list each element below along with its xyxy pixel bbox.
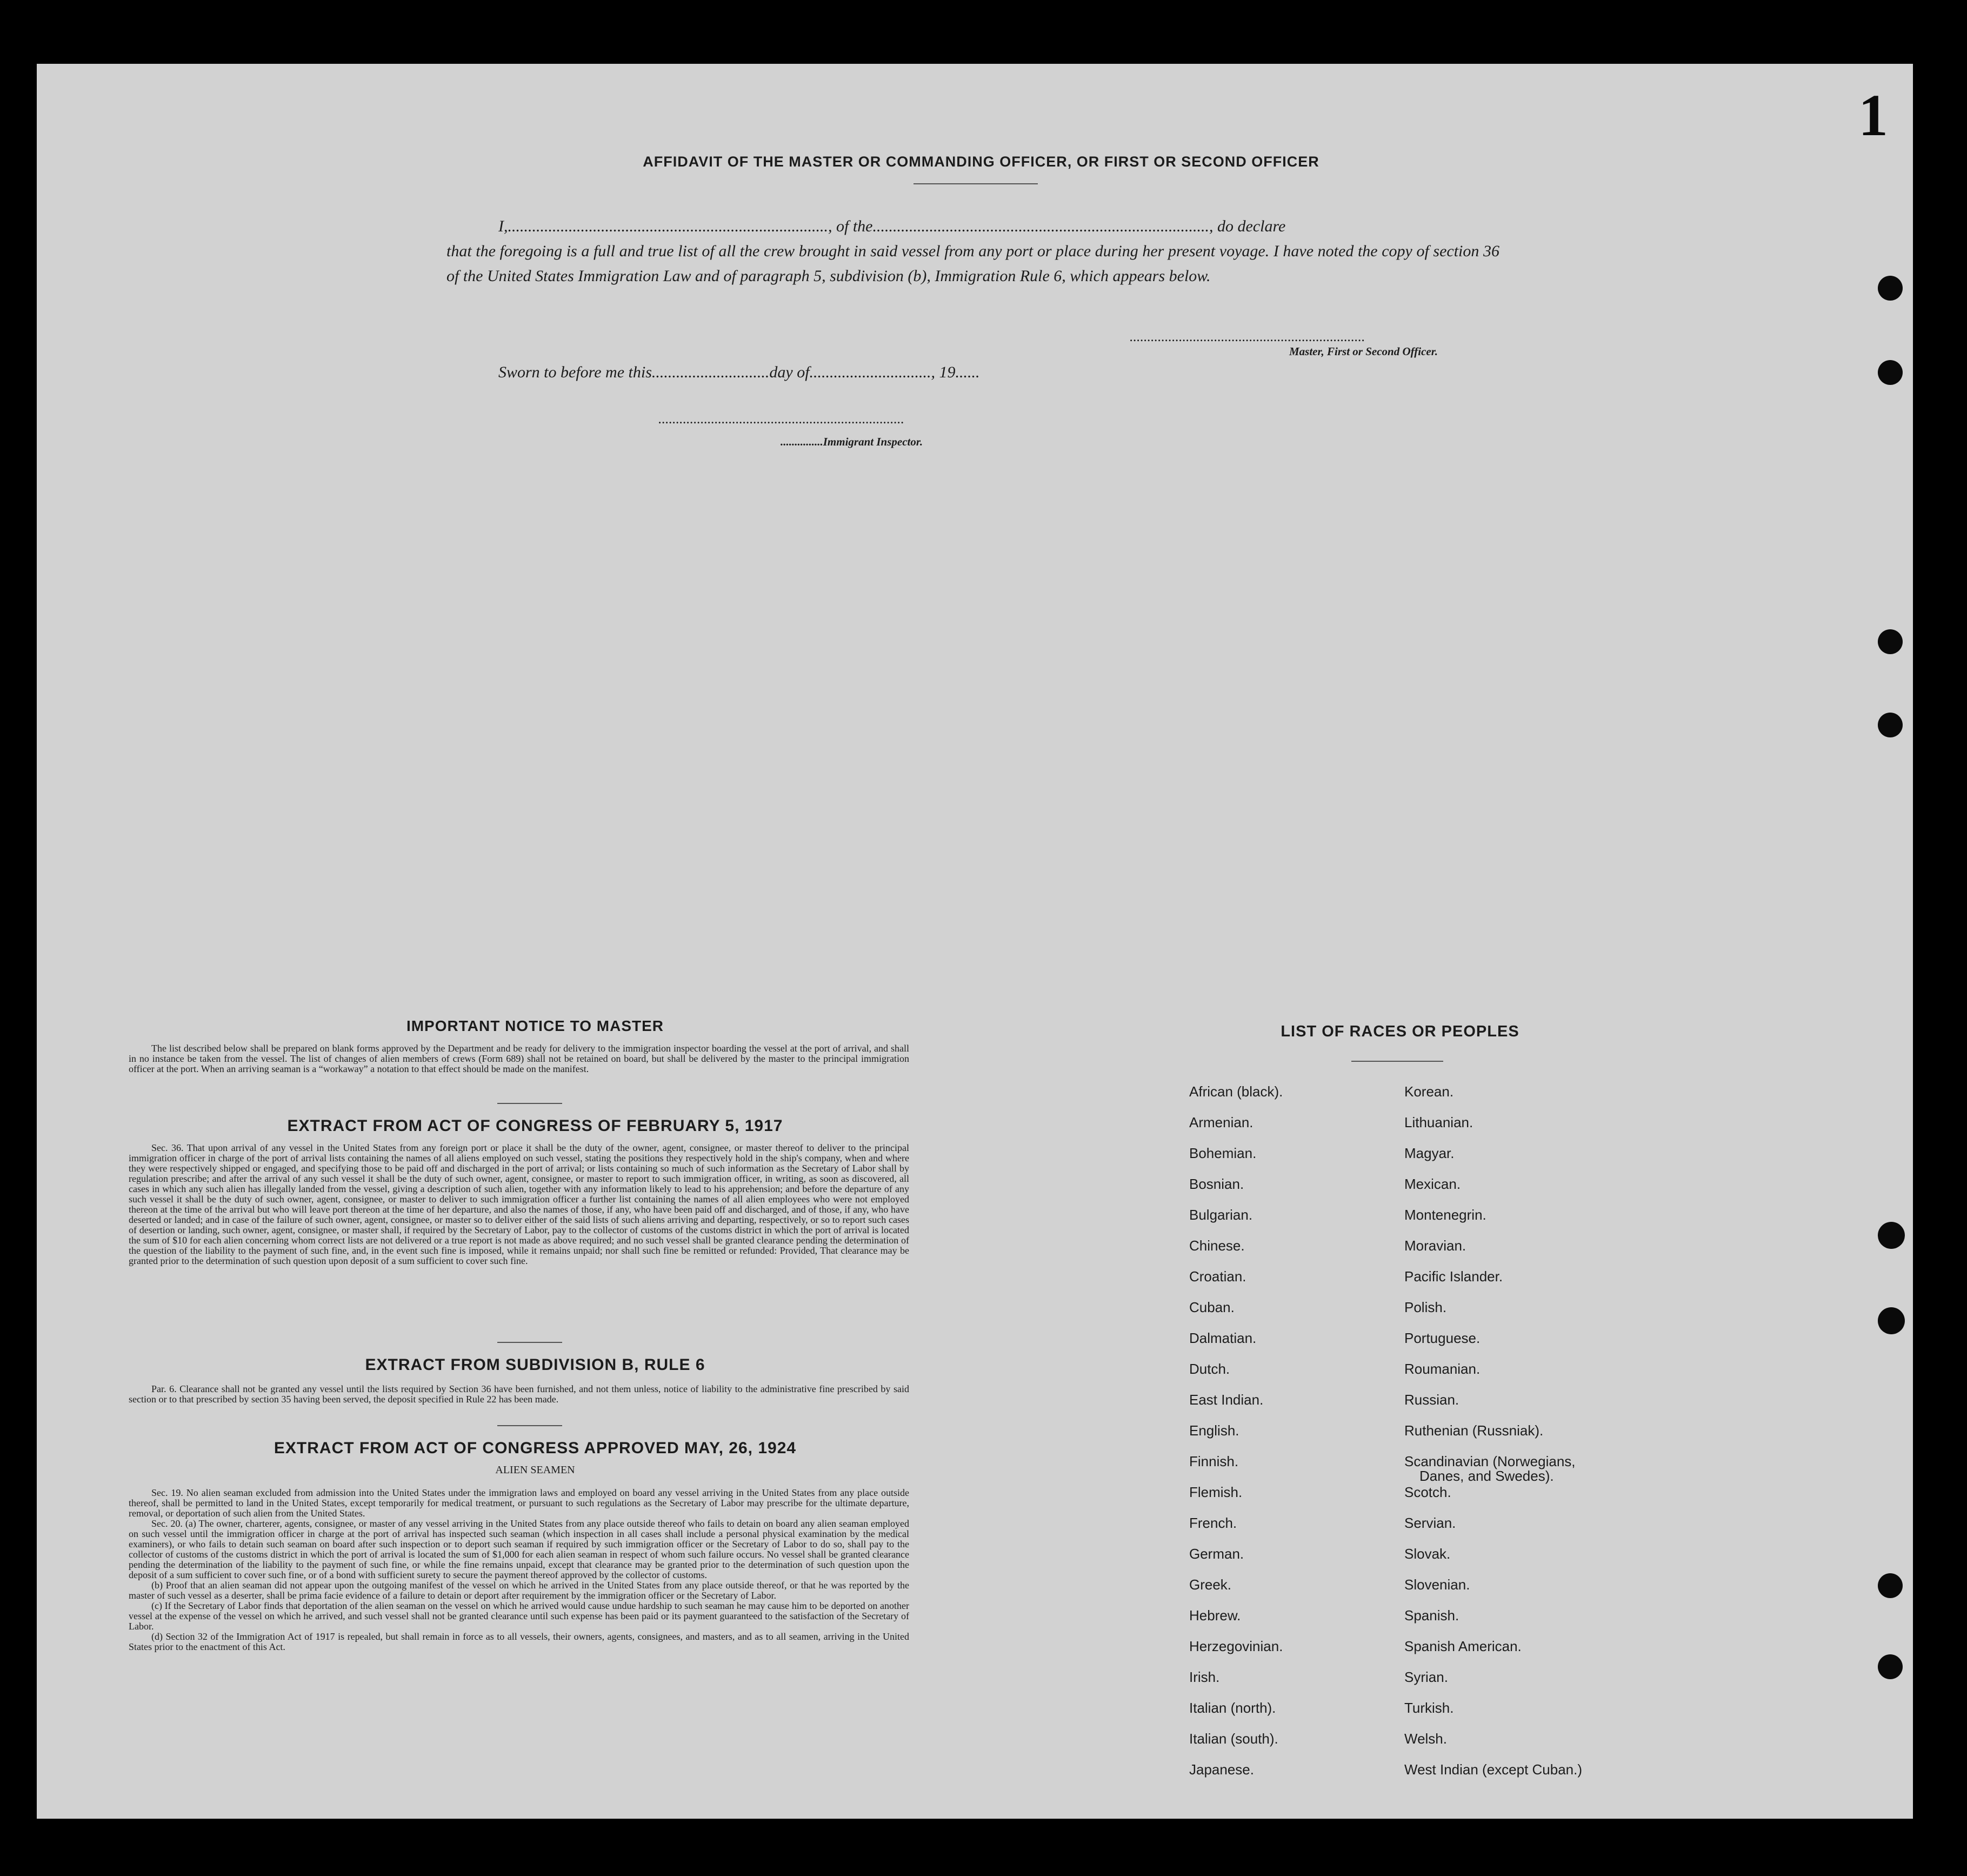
race-item: Scotch. [1404, 1484, 1451, 1500]
race-item: Scandinavian (Norwegians, [1404, 1453, 1576, 1469]
race-item: Portuguese. [1404, 1330, 1481, 1346]
binder-hole [1878, 1222, 1905, 1249]
sec-20a-paragraph: Sec. 20. (a) The owner, charterer, agents, consignee, or master of any vessel arriving in the United States from any place outside thereof who fails to detain on board any alien seaman employed on such vessel until the immigration officer in charge at the port of arrival has inspected such seaman (which inspection in all cases shall include a personal physical examination by the medical examiners), or who fails to detain such seaman on board after such inspection or to deport such seaman if required by such immigration officer or the Secretary of Labor to do so, shall pay to the collector of customs of the customs district in which the port of arrival is located the sum of $1,000 for each alien seaman in respect of whom such failure occurs. No vessel shall be granted clearance pending the determination of the liability to the payment of such fine, or while the fine remains unpaid, except that clearance may be granted prior to the determination of such question upon the deposit of a sum sufficient to cover such fine, or of a bond with sufficient surety to secure the payment thereof approved by the collector of customs. [129, 1518, 909, 1580]
rule6-text [129, 1384, 909, 1405]
vessel-field: ................................................................................... [872, 217, 1209, 235]
races-title: LIST OF RACES OR PEOPLES [1281, 1023, 1519, 1040]
section-36-paragraph: Sec. 36. That upon arrival of any vessel in the United States from any foreign port or place it shall be the duty of the owner, agent, consignee, or master thereof to deliver to the principal immigration officer in charge of the port of arrival lists containing the names of all aliens employed on such vessel, stating the positions they respectively hold in the ship's company, when and where they were respectively shipped or engaged, and specifying those to be paid off and discharged in the port of arrival; or lists containing so much of such information as the Secretary of Labor shall by regulation prescribe; and after the arrival of any such vessel it shall be the duty of such owner, agent, consignee, or master to report to such immigration officer, in writing, as soon as discovered, all cases in which any such alien has illegally landed from the vessel, giving a description of such alien, together with any information likely to lead to his apprehension; and before the departure of any such vessel it shall be the duty of such owner, agent, consignee, or master to deliver to such immigration officer a further list containing the names of all alien employees who were not employed thereon at the time of the arrival but who will leave port thereon at the time of her departure, and also the names of those, if any, who have been paid off and discharged, and of those, if any, who have deserted or landed; and in case of the failure of such owner, agent, consignee, or master so to deliver either of the said lists of such aliens arriving and departing, respectively, or so to report such cases of desertion or landing, such owner, agent, consignee, or master shall, if required by the Secretary of Labor, pay to the collector of customs of the customs district in which the port of arrival is located the sum of $10 for each alien concerning whom correct lists are not delivered or a true report is not made as above required; and no such vessel shall be granted clearance pending the determination of the question of the liability to the payment of such fine, and, in the event such fine is imposed, while it remains unpaid; nor shall such fine be remitted or refunded: Provided, That clearance may be granted prior to the determination of such question upon deposit of a sum sufficient to cover such fine. [129, 1142, 909, 1266]
race-item: Italian (north). [1189, 1700, 1276, 1716]
sec-19-paragraph: Sec. 19. No alien seaman excluded from admission into the United States under the immigration laws and employed on board any vessel arriving in the United States from any place outside thereof, shall be permitted to land in the United States, except temporarily for medical treatment, or pursuant to such regulations as the Secretary of Labor may prescribe for the ultimate departure, removal, or deportation of such alien from the United States. [129, 1487, 909, 1519]
binder-hole [1878, 1573, 1903, 1598]
races-column-1 [1189, 1083, 1283, 1792]
binder-hole [1878, 360, 1903, 385]
races-rule [1351, 1061, 1443, 1062]
declaration-line [498, 214, 1498, 239]
race-item: Ruthenian (Russniak). [1404, 1422, 1544, 1439]
race-item: Bohemian. [1189, 1145, 1257, 1161]
race-item: Dalmatian. [1189, 1330, 1257, 1346]
race-item: Greek. [1189, 1576, 1232, 1593]
race-item: Lithuanian. [1404, 1114, 1473, 1130]
race-item: Korean. [1404, 1083, 1454, 1100]
race-item: Servian. [1404, 1515, 1456, 1531]
declarant-label: I, [498, 217, 508, 235]
race-item: East Indian. [1189, 1392, 1264, 1408]
race-item: Roumanian. [1404, 1361, 1481, 1377]
race-item: English. [1189, 1422, 1239, 1439]
race-item: Japanese. [1189, 1761, 1254, 1778]
race-item: Syrian. [1404, 1669, 1448, 1685]
sec-20b-paragraph: (b) Proof that an alien seaman did not appear upon the outgoing manifest of the vessel on which he arrived in the United States from any place outside thereof, or that he was reported by the master of such vessel as a deserter, shall be prima facie evidence of a failure to detain or deport after requirement by the immigration officer or the Secretary of Labor. [129, 1580, 909, 1601]
race-item: Moravian. [1404, 1238, 1466, 1254]
race-item: West Indian (except Cuban.) [1404, 1761, 1583, 1778]
section-rule [497, 1342, 562, 1343]
race-item: French. [1189, 1515, 1237, 1531]
race-item: Chinese. [1189, 1238, 1245, 1254]
inspector-signature-label: ...............Immigrant Inspector. [781, 435, 923, 448]
race-item: German. [1189, 1546, 1244, 1562]
sec-20c-paragraph: (c) If the Secretary of Labor finds that deportation of the alien seaman on the vessel on which he arrived would cause undue hardship to such seaman he may cause him to be deported on another vessel at the expense of the vessel on which he arrived, and such vessel shall not be granted clearance until such expense has been paid or its payment guaranteed to the satisfaction of the Secretary of Labor. [129, 1600, 909, 1632]
binder-hole [1878, 1654, 1903, 1679]
extract-1917-title: EXTRACT FROM ACT OF CONGRESS OF FEBRUARY 5, 1917 [287, 1117, 783, 1135]
of-label: , of the [828, 217, 873, 235]
binder-hole [1878, 1307, 1905, 1334]
race-item: Armenian. [1189, 1114, 1253, 1130]
extract-1917-text [129, 1143, 909, 1266]
declaration-body: that the foregoing is a full and true list of all the crew brought in said vessel from any port or place during her present voyage. I have noted the copy of section 36 of the United States Immigration Law and of paragraph 5, subdivision (b), Immigration Rule 6, which appears below. [446, 242, 1499, 285]
alien-seamen-subtitle: ALIEN SEAMEN [495, 1464, 575, 1476]
inspector-signature-line: ...................................................................... [658, 411, 904, 427]
title-rule [914, 183, 1038, 184]
race-item: Finnish. [1189, 1453, 1239, 1469]
race-item: Bulgarian. [1189, 1207, 1253, 1223]
race-item: Montenegrin. [1404, 1207, 1486, 1223]
race-item: Dutch. [1189, 1361, 1230, 1377]
race-item: Danes, and Swedes). [1419, 1468, 1554, 1484]
race-item: African (black). [1189, 1083, 1283, 1100]
race-item: Welsh. [1404, 1731, 1447, 1747]
race-item: Cuban. [1189, 1299, 1235, 1315]
master-signature-label: Master, First or Second Officer. [1289, 345, 1438, 358]
race-item: Turkish. [1404, 1700, 1454, 1716]
section-rule [497, 1103, 562, 1104]
sworn-line: Sworn to before me this.............................day of.............................., 19...... [498, 363, 980, 381]
notice-paragraph: The list described below shall be prepared on blank forms approved by the Department and be ready for delivery to the immigration inspector boarding the vessel at the port of arrival, and shall in no instance be taken from the vessel. The list of changes of alien members of crews (Form 689) shall not be retained on board, but shall be delivered by the master to the principal immigration officer at the port. When an arriving seaman is a “workaway” a notation to that effect should be made on the manifest. [129, 1043, 909, 1074]
master-signature-line: ................................................................... [1130, 329, 1365, 344]
notice-text [129, 1043, 909, 1074]
race-item: Slovenian. [1404, 1576, 1470, 1593]
race-item: Flemish. [1189, 1484, 1243, 1500]
race-item: Croatian. [1189, 1268, 1246, 1285]
race-item: Mexican. [1404, 1176, 1461, 1192]
notice-title: IMPORTANT NOTICE TO MASTER [406, 1017, 664, 1034]
race-item: Italian (south). [1189, 1731, 1278, 1747]
race-item: Pacific Islander. [1404, 1268, 1503, 1285]
race-item: Herzegovinian. [1189, 1638, 1283, 1654]
binder-hole [1878, 629, 1903, 654]
race-item: Russian. [1404, 1392, 1459, 1408]
affidavit-title: AFFIDAVIT OF THE MASTER OR COMMANDING OFFICER, OR FIRST OR SECOND OFFICER [643, 154, 1319, 170]
race-item: Hebrew. [1189, 1607, 1241, 1624]
binder-hole [1878, 713, 1903, 737]
races-column-2 [1404, 1083, 1582, 1792]
extract-1924-text [129, 1488, 909, 1652]
page-number: 1 [1858, 82, 1888, 148]
race-item: Polish. [1404, 1299, 1447, 1315]
declarant-field: ............................................................................... [508, 217, 828, 235]
extract-1924-title: EXTRACT FROM ACT OF CONGRESS APPROVED MAY, 26, 1924 [274, 1439, 797, 1457]
rule6-title: EXTRACT FROM SUBDIVISION B, RULE 6 [365, 1356, 705, 1374]
declare-label: , do declare [1209, 217, 1286, 235]
binder-hole [1878, 276, 1903, 301]
race-item: Irish. [1189, 1669, 1220, 1685]
section-rule [497, 1425, 562, 1426]
race-item: Magyar. [1404, 1145, 1455, 1161]
race-item: Slovak. [1404, 1546, 1451, 1562]
race-item: Spanish. [1404, 1607, 1459, 1624]
par-6-paragraph: Par. 6. Clearance shall not be granted any vessel until the lists required by Section 36 have been furnished, and not them unless, notice of liability to the administrative fine prescribed by said section or to that prescribed by section 35 having been served, the deposit specified in Rule 22 has been made. [129, 1383, 909, 1405]
race-item: Bosnian. [1189, 1176, 1244, 1192]
race-item: Spanish American. [1404, 1638, 1522, 1654]
sec-20d-paragraph: (d) Section 32 of the Immigration Act of 1917 is repealed, but shall remain in force as to all vessels, their owners, agents, consignees, and masters, and as to all seamen, arriving in the United States prior to the enactment of this Act. [129, 1631, 909, 1652]
